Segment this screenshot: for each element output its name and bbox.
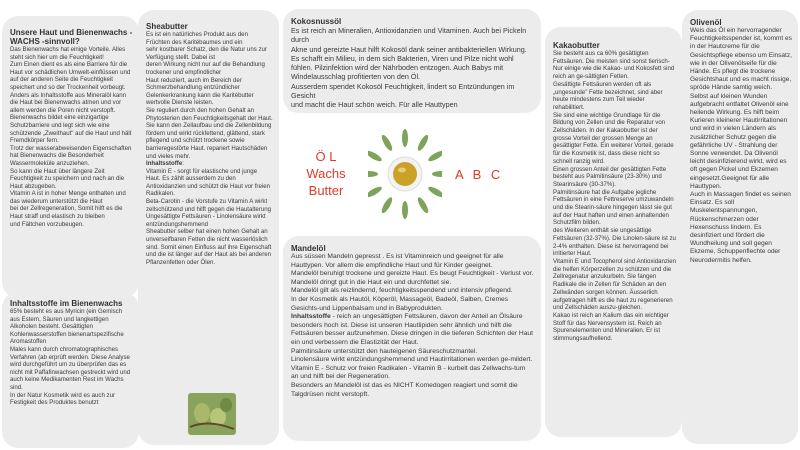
card-body: Aus süssen Mandeln gepresst . Es ist Vitaminreich und geeignet für alle Hauttypen. Vor allem die empfindliche Haut und für Kinder geeignet. Mandelöl beruhigt trockene und gereizte Haut. Es beugt Feuchtigkeit - Verlust vor. Mandelöl dringt gut in die Haut ein und durchfettet sie. Mandelöl gilt als reizlindernd, feuchtigkeitsspendend und intensiv pflegend. In der Kosmetik als Hautöl, Köperöl, Massageöl, Badeöl, Salben, Cremes Gesichts-und Lippenbalsam und in Babyprodukten. — [291, 253, 534, 312]
card-kokosnussoel — [283, 9, 541, 113]
shea-nuts-image — [188, 393, 236, 435]
card-body-2: : Vitamin E - sorgt für elastische und junge Haut. Es zählt ausserdem zu den Antioxidanzien und schützt die Haut vor freien Radikalen. Beta-Carotin - die Vorstufe zu Vitamin A wirkt zellschützend und hilft gegen die Hautalterung Ungesättigte Fettsäuren - Linolensäure wirkt entzündungshemmend Sheabutter selber hat einen hohen Gehalt an unverseifbaren Fetten die nicht wasserlöslich sind. Somit einen Einfluss auf ihre Eigenschaft und die ist länger auf der Haut als bei anderen Pflanzenfetten oder Ölen. — [146, 160, 272, 266]
card-inhaltsstoffe-bienenwachs — [2, 292, 139, 448]
card-title: Unsere Haut und Bienenwachs - WACHS -sinnvoll? — [10, 28, 133, 46]
card-subtitle: Inhaltsstoffe — [291, 313, 331, 321]
card-olivenoel — [682, 10, 798, 444]
card-mandeloel — [283, 236, 541, 441]
card-title: Inhaltsstoffe im Bienenwachs — [10, 299, 123, 308]
card-body: 65% besteht es aus Myricin (ein Gemisch aus Estern, Säuren und langkettigen Alkoholen besteht. Gesättigten Kohlenwasserstoffen bienenartspezifische Aromastoffen Males kann durch chromatographisches Verfahren (ab erprüft werden. Diese Analyse wird durchgeführt um zu überprüfen das es nicht mit Paffafinwachsen gestreckt wird und auch keine Medikamenten Rest im Wachs sind. In der Natur Kosmetik wird es auch zur Festigkeit des Produktes benutzt — [10, 308, 131, 407]
card-bienenwachs — [2, 16, 139, 298]
card-body: Es ist reich an Mineralien, Antioxidanzien und Vitaminen. Auch bei Pickeln durch Akne und gereizte Haut hilft Kokosöl dank seiner antibakteriellen Wirkung. Es schafft ein Milieu, in dem sich Bakterien, Viren und Pilze nicht wohl fühlen. Pilzinfektion wird der Nährboden entzogen. Auch Babys mit Windelausschlag profitierten von den Öl. Ausserdem spendet Kokosöl Feuchtigkeit, lindert so Entzündungen im Gesicht und macht die Haut schön weich. Für alle Hauttypen — [291, 26, 527, 110]
card-kakaobutter — [545, 27, 682, 437]
card-title: Olivenöl — [690, 18, 722, 27]
card-title: Mandelöl — [291, 244, 326, 253]
card-sheabutter — [138, 10, 279, 445]
card-body: Es ist ein natürliches Produkt aus den Früchten des Karitébaumes und ein sehr kostbarer Schatz, den die Natur uns zur Verfügung stellt. Dabei ist deren Wirkung nicht nur auf die Behandlung trockener und empfindlicher Haut reduziert, auch im Bereich der Schmerzbehandlung entzündlicher Gelenkerkrankung kann die Karitébutter wertvolle Dienste leisten. Sie reguliert durch den hohen Gehalt an Phytosterien den Feuchtigkeitsgehalt der Haut. Sie kann den Zellaufbau und die Zellenbildung fördern und wirkt rückfettend, glättend, stark pflegend und schützt trockene sowie barrieregestörte Haut. repariert Hautschäden und vieles mehr. — [146, 31, 273, 160]
card-title: Kakaobutter — [553, 41, 600, 50]
olive-oil-leaves-image — [368, 126, 442, 222]
card-title: Kokosnussöl — [291, 17, 342, 26]
center-label-abc: A B C — [455, 167, 504, 182]
center-label-line: Wachs — [306, 166, 346, 181]
center-label-oel-wachs-butter — [293, 148, 359, 199]
center-label-line: Ö L — [315, 149, 337, 164]
card-body-2: - reich an ungesättigten Fettsäuren, davon der Anteil an Ölsäure besonders hoch ist. Diese ist unseren Hautlipiden sehr ähnlich und hilft die Fettsäuren besser aufzunehmen. Diese dringen in die tieferen Schichten der Haut ein und verbessern die Elastizität der Haut. Palmitinsäure unterstützt den hauteigenen Säureschutzmantel. Linolensäure wirkt entzündungshemmend und Hautirritationen werden ge-mildert. Vitamin E - Schutz vor freien Radikalen - Vitamin B - kurbelt das Zellwachs-tum an und hilft bei der Regeneration. Besonders an Mandelöl ist das es NICHT Komedogen reagiert und somit die Talgdrüsen nicht verstopft. — [291, 313, 534, 398]
card-subtitle: Inhaltsstoffe — [146, 160, 183, 168]
card-body: Weis das Öl ein hervorragender Feuchtigkeitsspender ist, kommt es in der Hautcreme für die Gesichtspflege ebenso um Einsatz, wie in der Olivenölseife für die Hände. Es pflegt die trockene Gesichtshaut und es macht rissige, spröde Hände samtig weich. Selbst auf kleinen Wunden aufgebracht entfaltet Olivenöl eine heilende Wirkung. Es hilft beim Kurieren kleinerer Hautirritationen und wird in vielen Ländern als zusätzlicher Schutz gegen die gefährliche UV - Strahlung der Sonne verwendet. Da Olivenöl leicht desinfizierend wirkt, wird es oft gegen Pickel und Ekzemen eingesetzt.Geeignet für alle Hauttypen. Auch in Massagen findet es seinen Einsatz. Es soll Muskelentspannungen, Rückenschmerzen oder Hexenschuss lindern. Es desinfiziert und fördert die Wundheilung und soll gegen Ekzeme, Schuppenflechte oder Neurodermitis helfen. — [690, 27, 792, 264]
center-label-line: Butter — [308, 183, 344, 198]
card-body: Das Bienenwachs hat einige Vorteile. Alles steht sich hier um die Feuchtigkeit! Zum Einen dient es als eine Barriere für die Haut vor schädlichen Umwelt-einflüssen und auf der anderen Seite die Feuchtigkeit speichert und so der Trockenheit vorbeugt. Anders als Inhaltsstoffe aus Mineralöl kann die Haut bei Bienenwachs atmen und vor allem werden die Poren nicht verstopft. Bienenwachs bildet eine einzigartige Schutzbarriere und legt sich wie eine schützende „Zweithaut" auf die Haut und hält Fremdkörper fern. Trotz der wasserabweisenden Eigenschaften hat Bienenwachs die Besonderheit Wassermoleküle anzuziehen. So kann die Haut über längere Zeit Feuchtigkeit zu speichern und nach an die Haut abzugeben. Vitamin A ist in hoher Menge enthalten und das wiederum unterstützt die Haut bei der Zellregeneration, Somit hilft es die Haut straff und elastisch zu bleiben und Fältchen vorzubeugen. — [10, 46, 132, 228]
card-title: Sheabutter — [146, 22, 188, 31]
card-body: Sie besteht aus ca 60% gesättigten Fettsäuren. Die meisten sind sonst tierisch- Nur einige wie die Kakao- und Kokosfett sind reich an ge-sättigten Fetten. Gesättigte Fettsäuren werden oft als „ungesunde" Fette bezeichnet, sind aber heute mindestens zum Teil wieder rehabilitiert. Sie sind eine wichtige Grundlage für die Bildung von Zellen und die Reparatur von Zellschäden. In der Kakaobutter ist der grosse Vorteil der grossen Menge an gesättigter Fette. Ein weiterer Vorteil, gerade für die Kosmetik ist, dass diese nicht so schnell ranzig wird. Einen grossen Anteil der gesättigten Fette besteht aus Palmitinsäure (23-30%) und Stearinsäure (30-37%). Palmitinsäure hat die Aufgabe jegliche Fettsäuren in eine Fettreserve umzuwandeln und die Stearin-säure hingegen lässt sie gut auf der Haut haften und einen anhaltenden Schutzfilm bilden. des Weiteren enthält sie ungesättige Fettsäuren (32-37%). Die Linolen-säure ist zu 2-4% enthalten. Diese ist hervorragend bei irritierter Haut. Vitamin E und Tocopherol sind Antioxidanzien die helfen Körperzellen zu schützen und die Zellregenatur anzukurbeln. Sie fangen Radikale die in Zellen für Schäden an den Zellwänden sorgen können. Äusserlich aufgetragen hilft es die haut zu regenerieren und Zellschäden auszu-gleichen. Kakao ist reich an Kalium das ein wichtiger Stoff für das Nervensystem ist. Reich an Spurenelementen und Mineralien. Er ist stimmungsaufhellend. — [553, 50, 677, 343]
